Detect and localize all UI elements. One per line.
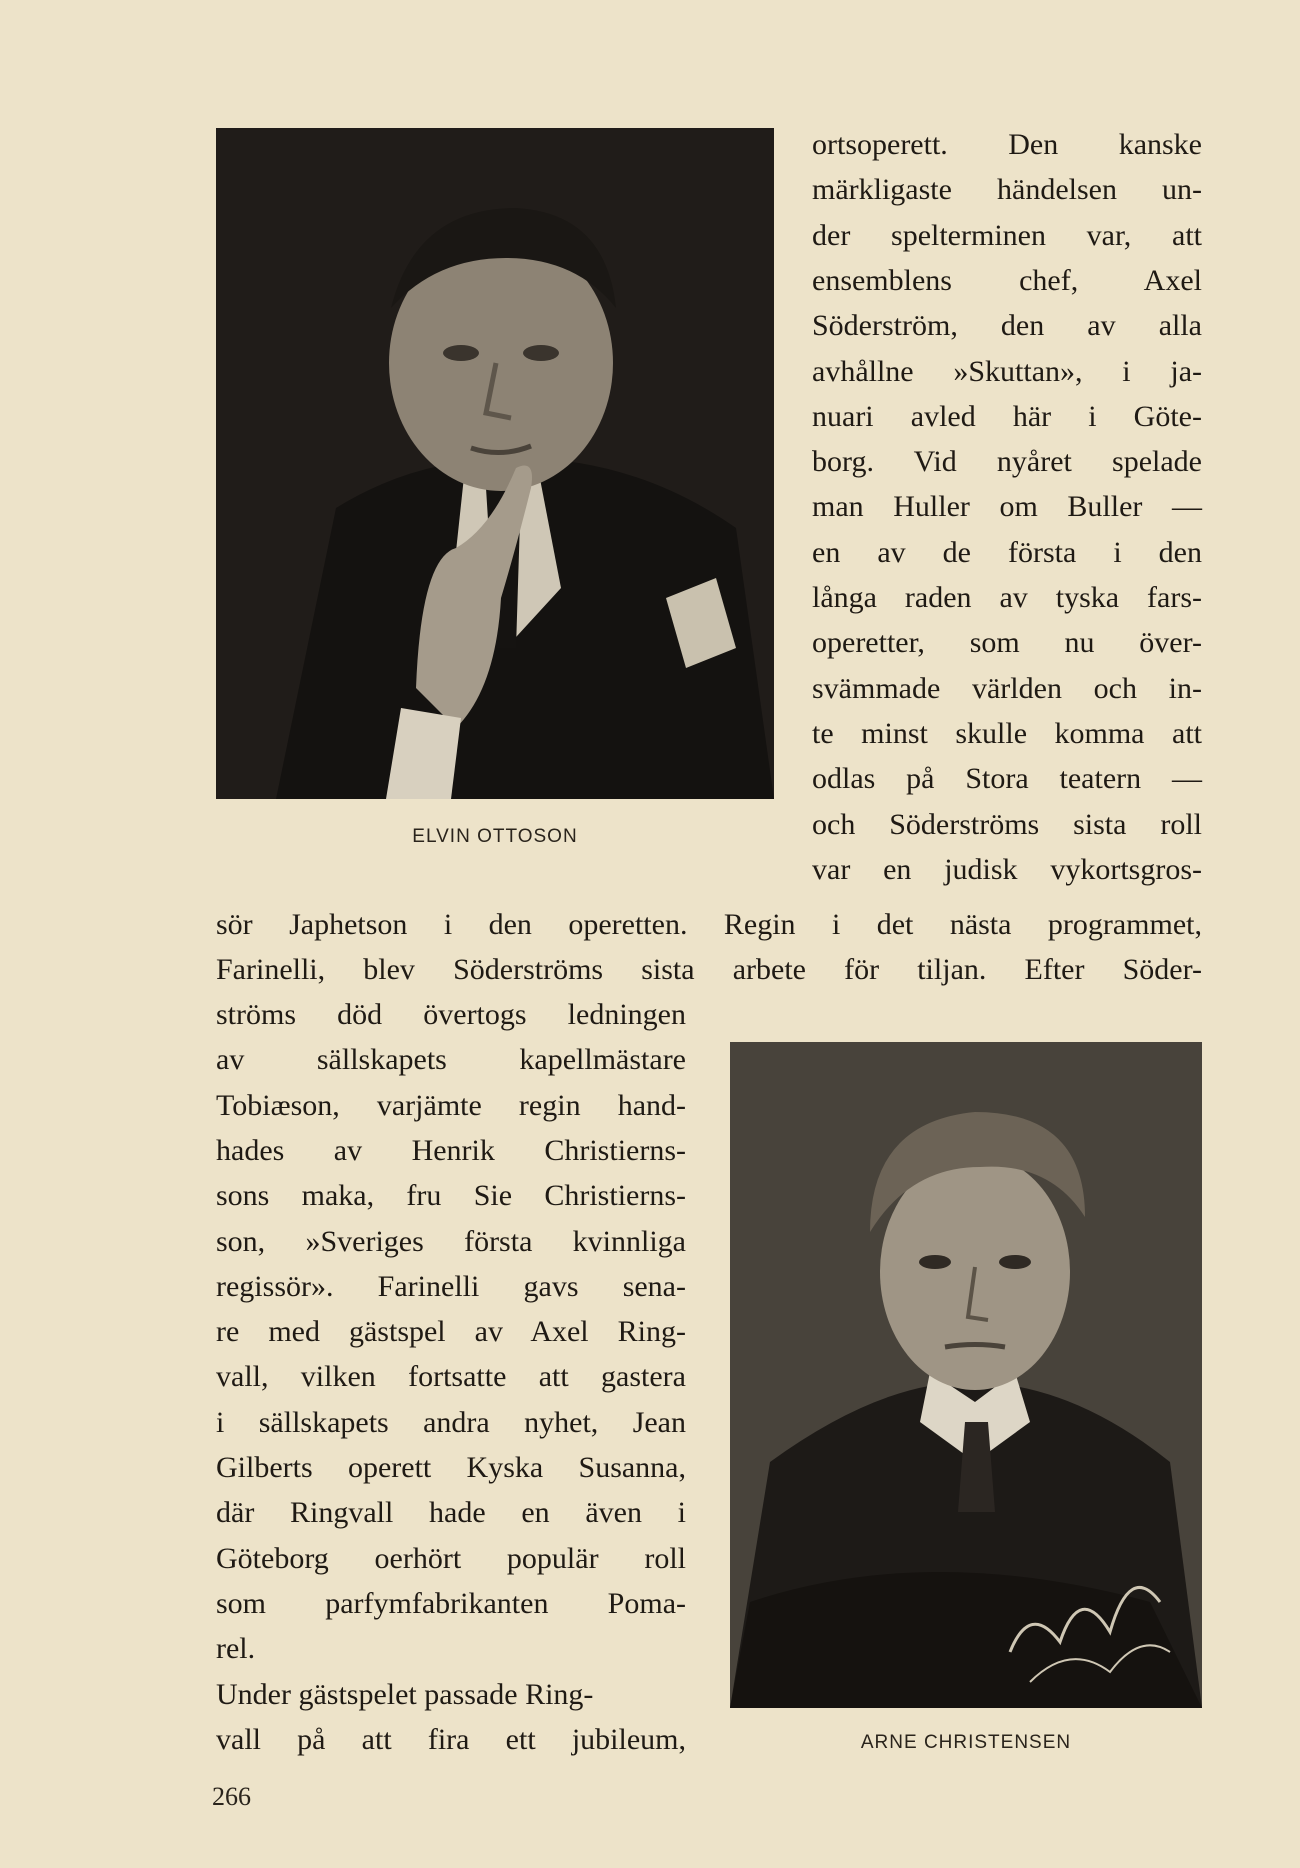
text-line: en av de första i den bbox=[812, 535, 1202, 569]
text-line: Gilberts operett Kyska Susanna, bbox=[216, 1451, 686, 1484]
text-line: rel. bbox=[216, 1632, 256, 1666]
photo-caption-arne-christensen: ARNE CHRISTENSEN bbox=[860, 1732, 1072, 1753]
text-line: Tobiæson, varjämte regin hand- bbox=[216, 1088, 686, 1122]
text-line: vall, vilken fortsatte att gastera bbox=[216, 1360, 686, 1394]
text-line: son, »Sveriges första kvinnliga bbox=[216, 1224, 686, 1258]
text-line: vall på att fira ett jubileum, bbox=[216, 1722, 686, 1756]
text-line: man Huller om Buller — bbox=[812, 490, 1202, 524]
text-line: operetter, som nu över- bbox=[812, 626, 1202, 660]
photo-arne-christensen bbox=[730, 1042, 1202, 1708]
text-line: sons maka, fru Sie Christierns- bbox=[216, 1179, 686, 1213]
text-line: re med gästspel av Axel Ring- bbox=[216, 1315, 686, 1349]
text-line: Söderström, den av alla bbox=[812, 309, 1202, 343]
portrait-illustration bbox=[216, 128, 774, 799]
text-line: odlas på Stora teatern — bbox=[812, 762, 1202, 796]
text-line: långa raden av tyska fars- bbox=[812, 581, 1202, 614]
text-line: Under gästspelet passade Ring- bbox=[216, 1677, 594, 1711]
text-line: var en judisk vykortsgros- bbox=[812, 852, 1202, 886]
portrait-illustration bbox=[730, 1042, 1202, 1708]
text-line: te minst skulle komma att bbox=[812, 716, 1202, 750]
text-line: i sällskapets andra nyhet, Jean bbox=[216, 1405, 686, 1439]
text-line: hades av Henrik Christierns- bbox=[216, 1133, 686, 1167]
text-line: där Ringvall hade en även i bbox=[216, 1496, 686, 1530]
photo-elvin-ottoson bbox=[216, 128, 774, 799]
text-line: nuari avled här i Göte- bbox=[812, 399, 1202, 433]
text-line: som parfymfabrikanten Poma- bbox=[216, 1586, 686, 1620]
text-line: ortsoperett. Den kanske bbox=[812, 128, 1202, 161]
text-line: och Söderströms sista roll bbox=[812, 807, 1202, 841]
text-line: av sällskapets kapellmästare bbox=[216, 1043, 686, 1077]
text-line: Göteborg oerhört populär roll bbox=[216, 1541, 686, 1575]
photo-caption-elvin-ottoson: ELVIN OTTOSON bbox=[412, 826, 578, 847]
text-line: märkligaste händelsen un- bbox=[812, 173, 1202, 207]
text-line: ströms död övertogs ledningen bbox=[216, 998, 686, 1031]
text-line: Farinelli, blev Söderströms sista arbete för tiljan. Efter Söder- bbox=[216, 953, 1202, 987]
text-line: svämmade världen och in- bbox=[812, 671, 1202, 705]
text-line: der spelterminen var, att bbox=[812, 218, 1202, 252]
text-line: regissör». Farinelli gavs sena- bbox=[216, 1269, 686, 1303]
text-line: borg. Vid nyåret spelade bbox=[812, 445, 1202, 479]
page-number: 266 bbox=[212, 1782, 251, 1811]
text-line: avhållne »Skuttan», i ja- bbox=[812, 354, 1202, 388]
text-line: ensemblens chef, Axel bbox=[812, 263, 1202, 297]
text-line: sör Japhetson i den operetten. Regin i det nästa programmet, bbox=[216, 908, 1202, 941]
